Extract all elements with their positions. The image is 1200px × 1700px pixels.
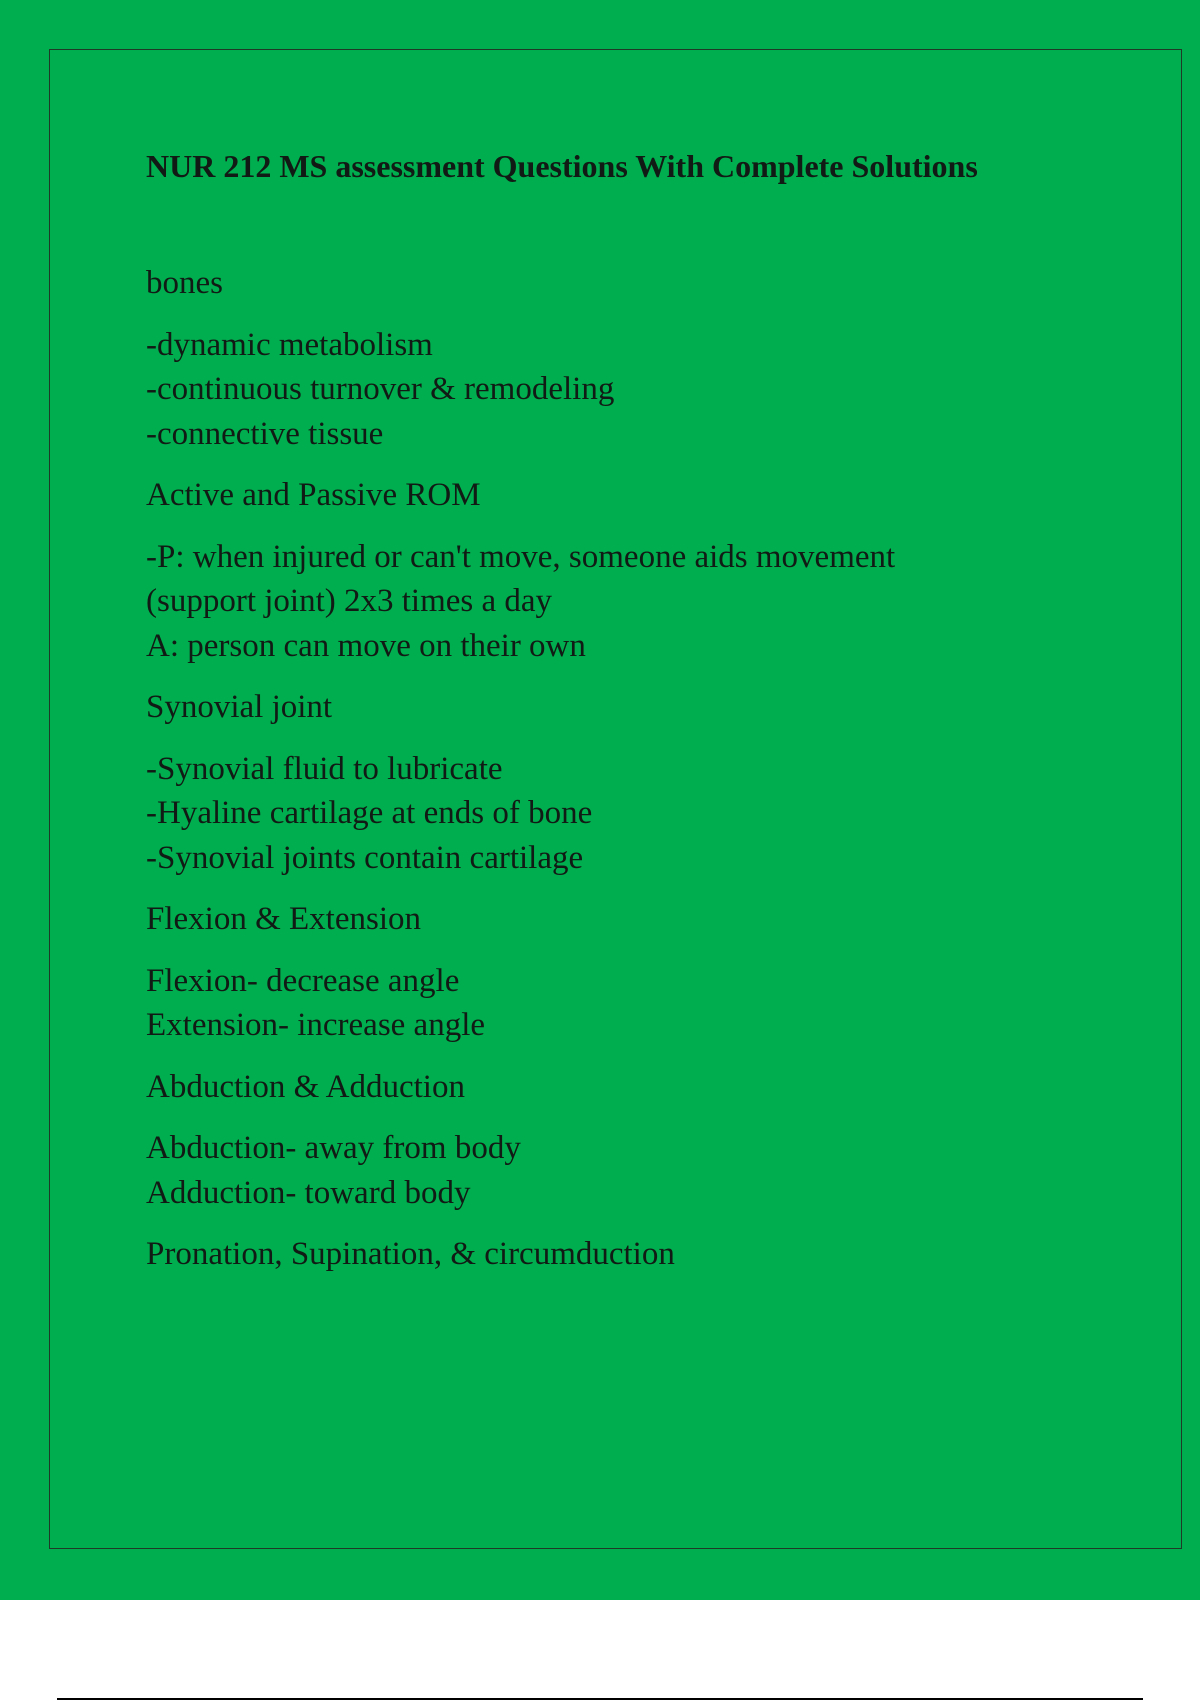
question-text: Pronation, Supination, & circumduction (146, 1236, 675, 1272)
document-content (146, 143, 1046, 1294)
answer-block (146, 535, 1046, 669)
qa-item (146, 1232, 1046, 1277)
document-title: NUR 212 MS assessment Questions With Complete Solutions (146, 148, 978, 184)
answer-line: -connective tissue (146, 415, 384, 452)
question-text: bones (146, 265, 223, 301)
answer-line: Flexion- decrease angle (146, 962, 460, 999)
answer-line: Adduction- toward body (146, 1174, 471, 1211)
qa-item (146, 897, 1046, 1048)
answer-block (146, 1126, 1046, 1215)
answer-line: A: person can move on their own (146, 627, 586, 664)
answer-line: -Synovial fluid to lubricate (146, 750, 503, 787)
answer-line: -dynamic metabolism (146, 326, 433, 363)
answer-line: -continuous turnover & remodeling (146, 371, 615, 407)
qa-item (146, 685, 1046, 880)
answer-block (146, 747, 1046, 881)
answer-line: -Synovial joints contain cartilage (146, 839, 584, 876)
answer-line: Abduction- away from body (146, 1130, 521, 1166)
answer-line: Extension- increase angle (146, 1007, 486, 1043)
answer-block (146, 959, 1046, 1048)
answer-block (146, 323, 1046, 457)
answer-line: (support joint) 2x3 times a day (146, 583, 553, 619)
question-text: Synovial joint (146, 689, 333, 725)
question-text: Abduction & Adduction (146, 1068, 465, 1105)
answer-line: -P: when injured or can't move, someone aids movement (146, 538, 896, 575)
answer-line: -Hyaline cartilage at ends of bone (146, 795, 593, 831)
question-text: Flexion & Extension (146, 901, 421, 937)
question-text: Active and Passive ROM (146, 477, 481, 513)
qa-list (146, 261, 1046, 1277)
qa-item (146, 261, 1046, 456)
qa-item (146, 1065, 1046, 1216)
qa-item (146, 473, 1046, 668)
